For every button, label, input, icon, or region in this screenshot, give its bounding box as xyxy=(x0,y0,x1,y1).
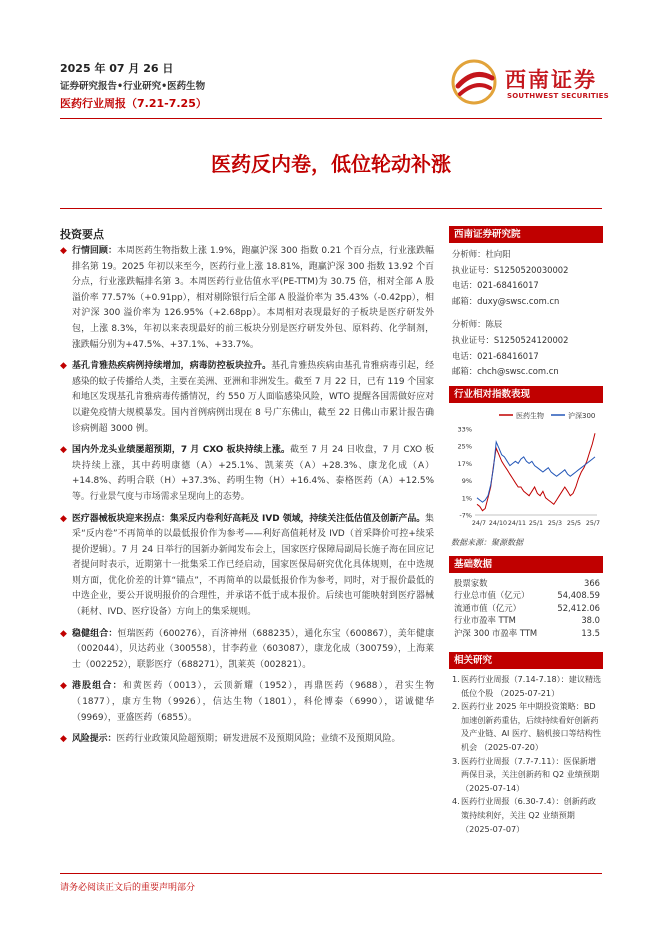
research-institute-heading: 西南证券研究院 xyxy=(449,226,603,243)
header-divider xyxy=(60,118,602,119)
bullet-icon: ◆ xyxy=(60,246,67,256)
basic-data-label: 行业总市值（亿元） xyxy=(454,590,530,601)
basic-data-value: 366 xyxy=(584,578,600,588)
paragraph-lead: 稳健组合： xyxy=(72,628,118,639)
investment-heading: 投资要点 xyxy=(60,228,104,241)
y-tick-label: 33% xyxy=(457,425,472,434)
company-logo xyxy=(450,58,502,106)
basic-data-label: 沪深 300 市盈率 TTM xyxy=(454,627,538,638)
analyst-phone: 电话：021-68416017 xyxy=(452,280,539,291)
relative-index-chart xyxy=(449,403,603,533)
report-title: 医药反内卷，低位轮动补涨 xyxy=(211,152,451,176)
x-tick-label: 24/11 xyxy=(507,520,527,527)
analyst-name: 分析师：陈辰 xyxy=(452,319,503,330)
paragraph-text: 医药行业政策风险超预期；研发进展不及预期风险；业绩不及预期风险。 xyxy=(116,734,401,745)
related-report-item[interactable] xyxy=(449,700,603,754)
title-divider xyxy=(60,208,602,209)
chart-heading: 行业相对指数表现 xyxy=(449,386,603,403)
paragraph-lead: 风险提示： xyxy=(72,734,117,745)
related-research-panel xyxy=(449,652,603,836)
basic-data-value: 38.0 xyxy=(581,615,600,626)
analyst-cert: 执业证号：S1250520030002 xyxy=(452,264,569,275)
legend-label: 沪深300 xyxy=(568,412,596,420)
relative-index-panel xyxy=(449,386,603,548)
footer-divider xyxy=(60,873,602,874)
related-report-item[interactable] xyxy=(449,673,603,700)
report-date: 2025 年 07 月 26 日 xyxy=(60,62,174,75)
related-report-text: 医药行业周报（7.7-7.11）：医保新增两保目录，关注创新药和 Q2 业绩预期 （2025-07-14） xyxy=(461,755,600,793)
y-tick-label: 9% xyxy=(461,477,472,486)
paragraph-text: 和黄医药（0013），云顶新耀（1952），再鼎医药（9688），君实生物（1877），康方生物（9926），信达生物（1801），科伦博泰（6990），诺诚健华（9969），亚盛医药（6855）。 xyxy=(72,681,435,723)
paragraph-lead: 港股组合： xyxy=(72,681,123,692)
basic-data-value: 13.5 xyxy=(581,627,600,638)
related-report-number: 2. xyxy=(452,701,460,712)
related-report-item[interactable] xyxy=(449,795,603,836)
basic-data-label: 股票家数 xyxy=(454,578,488,588)
analyst-name: 分析师：杜向阳 xyxy=(452,249,511,259)
basic-data-row xyxy=(449,589,603,601)
x-tick-label: 24/7 xyxy=(471,520,487,527)
related-report-text: 医药行业 2025 年中期投资策略：BD 加速创新药重估，后续持续看好创新药及产业链、AI 医疗、脑机接口等结构性机会 （2025-07-20） xyxy=(461,701,601,752)
basic-data-label: 行业市盈率 TTM xyxy=(454,615,516,626)
paragraph-lead: 国内外龙头业绩屡超预期，7 月 CXO 板块持续上涨。 xyxy=(72,445,291,456)
logo-chinese-name: 西南证券 xyxy=(505,67,597,92)
logo-emblem-icon xyxy=(450,58,502,106)
series-line xyxy=(477,442,595,502)
y-tick-label: 17% xyxy=(457,459,472,468)
analyst-email[interactable]: 邮箱：duxy@swsc.com.cn xyxy=(452,295,560,306)
paragraph-text: 截至 7 月 24 日收盘，7 月 CXO 板块持续上涨，其中药明康德（A）+25.1%、凯莱英（A）+28.3%、康龙化成（A）+14.8%、药明合联（H）+37.3%、药明生物（H）+16.4%、泰格医药（A）+12.5%等。行业景气度与市场需求呈现向上的态势。 xyxy=(72,445,434,502)
paragraph-chikungunya xyxy=(60,359,434,437)
x-tick-label: 24/10 xyxy=(488,520,508,527)
investment-points xyxy=(60,244,434,754)
basic-data-row xyxy=(449,627,603,639)
y-tick-label: 1% xyxy=(461,494,472,503)
y-tick-label: 25% xyxy=(457,442,472,451)
x-tick-label: 25/1 xyxy=(528,520,544,527)
related-report-text: 医药行业周报（6.30-7.4）：创新药政策持续利好，关注 Q2 业绩预期 （2025-07-07） xyxy=(461,796,596,834)
paragraph-text: 恒瑞医药（600276），百济神州（688235），通化东宝（600867），美年健康（002044），贝达药业（300558），甘李药业（603087），康龙化成（300759），上海莱士（002252），联影医疗（688271），凯莱英（002821）。 xyxy=(72,628,434,670)
report-type: 证券研究报告•行业研究•医药生物 xyxy=(60,81,206,92)
paragraph-risk xyxy=(60,732,434,748)
paragraph-text: 集采“反内卷”不再简单的以最低报价作为参考——利好高值耗材及 IVD（首采降价可控+续采提价逻辑）。7 月 24 日举行的国新办新闻发布会上，国家医疗保障局副局长施子海在回应记者提问时表示，近期第十一批集采工作已经启动，国家医保局研究优化具体规则，在中选规则方面，优化价差的计算“锚点”，不再简单的以最低报价作为参考，同时，对于报价最低的中选企业，要公开说明报价的合理性，并承诺不低于成本报价。后续也可能映射到医疗器械（耗材、IVD、医疗设备）方向上的集采规则。 xyxy=(72,513,434,618)
basic-data-heading: 基础数据 xyxy=(449,556,603,573)
related-report-item[interactable] xyxy=(449,755,603,796)
bullet-icon: ◆ xyxy=(60,361,67,372)
basic-data-label: 流通市值（亿元） xyxy=(454,602,521,613)
series-line xyxy=(477,433,595,510)
paragraph-medical-devices xyxy=(60,512,434,621)
weekly-report-title: 医药行业周报（7.21-7.25） xyxy=(60,97,207,110)
paragraph-stable-portfolio xyxy=(60,627,434,674)
related-report-number: 1. xyxy=(452,674,460,684)
y-tick-label: -7% xyxy=(459,511,472,520)
chart-source: 数据来源：聚源数据 xyxy=(451,538,523,547)
related-report-number: 4. xyxy=(452,796,460,807)
related-report-text: 医药行业周报（7.14-7.18）：建议精选低位个股 （2025-07-21） xyxy=(461,674,602,698)
basic-data-row xyxy=(449,602,603,614)
related-report-number: 3. xyxy=(452,755,460,766)
paragraph-lead: 医疗器械板块迎来拐点：集采反内卷利好高耗及 IVD 领域，持续关注低估值及创新产品。 xyxy=(72,513,426,524)
paragraph-market-review xyxy=(60,244,434,353)
basic-data-row xyxy=(449,614,603,626)
bullet-icon: ◆ xyxy=(60,681,67,692)
paragraph-text: 基孔肯雅热疾病由基孔肯雅病毒引起，经感染的蚊子传播给人类，主要在美洲、亚洲和非洲发生。截至 7 月 22 日，已有 119 个国家和地区发现基孔肯雅病毒传播情况，约 550 万人面临感染风险，WTO 提醒各国需做好应对以避免疫情大规模暴发。国内首例病例出现在 8 号广东佛山，截至 22 日佛山市累计报告确诊病例超 3000 例。 xyxy=(72,361,435,434)
related-research-heading: 相关研究 xyxy=(449,652,603,669)
bullet-icon: ◆ xyxy=(60,513,67,524)
x-tick-label: 25/5 xyxy=(566,520,582,527)
footer-disclaimer[interactable]: 请务必阅读正文后的重要声明部分 xyxy=(60,883,196,893)
basic-data-value: 54,408.59 xyxy=(557,590,600,601)
analyst-cert: 执业证号：S1250524120002 xyxy=(452,334,569,345)
paragraph-text: 本周医药生物指数上涨 1.9%，跑赢沪深 300 指数 0.21 个百分点，行业涨跌幅排名第 19。2025 年初以来至今，医药行业上涨 18.81%，跑赢沪深 300 指数 13.92 个百分点，行业涨跌幅排名第 3。本周医药行业估值水平(PE-TTM)为 30.75 倍，相对全部 A 股溢价率 77.57%（+0.91pp），相对剔除银行后全部 A 股溢价率为 35.43%（-0.42pp），相对沪深 300 溢价率为 126.95%（+2.68pp）。本周相对表现最好的子板块是医疗研发外包，上涨 8.3%，年初以来表现最好的前三板块分别是医疗研发外包、原料药、化学制剂，涨跌幅分别为+47.5%、+37.1%、+33.7%。 xyxy=(72,246,435,350)
paragraph-cxo xyxy=(60,443,434,505)
paragraph-lead: 行情回顾： xyxy=(72,246,118,256)
legend-label: 医药生物 xyxy=(516,412,544,420)
bullet-icon: ◆ xyxy=(60,734,67,745)
paragraph-lead: 基孔肯雅热疾病例持续增加，病毒防控板块拉升。 xyxy=(72,361,272,372)
research-institute-panel xyxy=(449,226,603,380)
x-tick-label: 25/7 xyxy=(585,520,601,527)
paragraph-hk-portfolio xyxy=(60,679,434,726)
analyst-email[interactable]: 邮箱：chch@swsc.com.cn xyxy=(452,366,559,377)
bullet-icon: ◆ xyxy=(60,628,67,639)
basic-data-row xyxy=(449,577,603,589)
x-tick-label: 25/3 xyxy=(547,520,563,527)
bullet-icon: ◆ xyxy=(60,445,67,456)
analyst-phone: 电话：021-68416017 xyxy=(452,350,539,361)
basic-data-panel xyxy=(449,556,603,639)
logo-english-name: SOUTHWEST SECURITIES xyxy=(507,92,609,100)
basic-data-value: 52,412.06 xyxy=(557,602,600,613)
